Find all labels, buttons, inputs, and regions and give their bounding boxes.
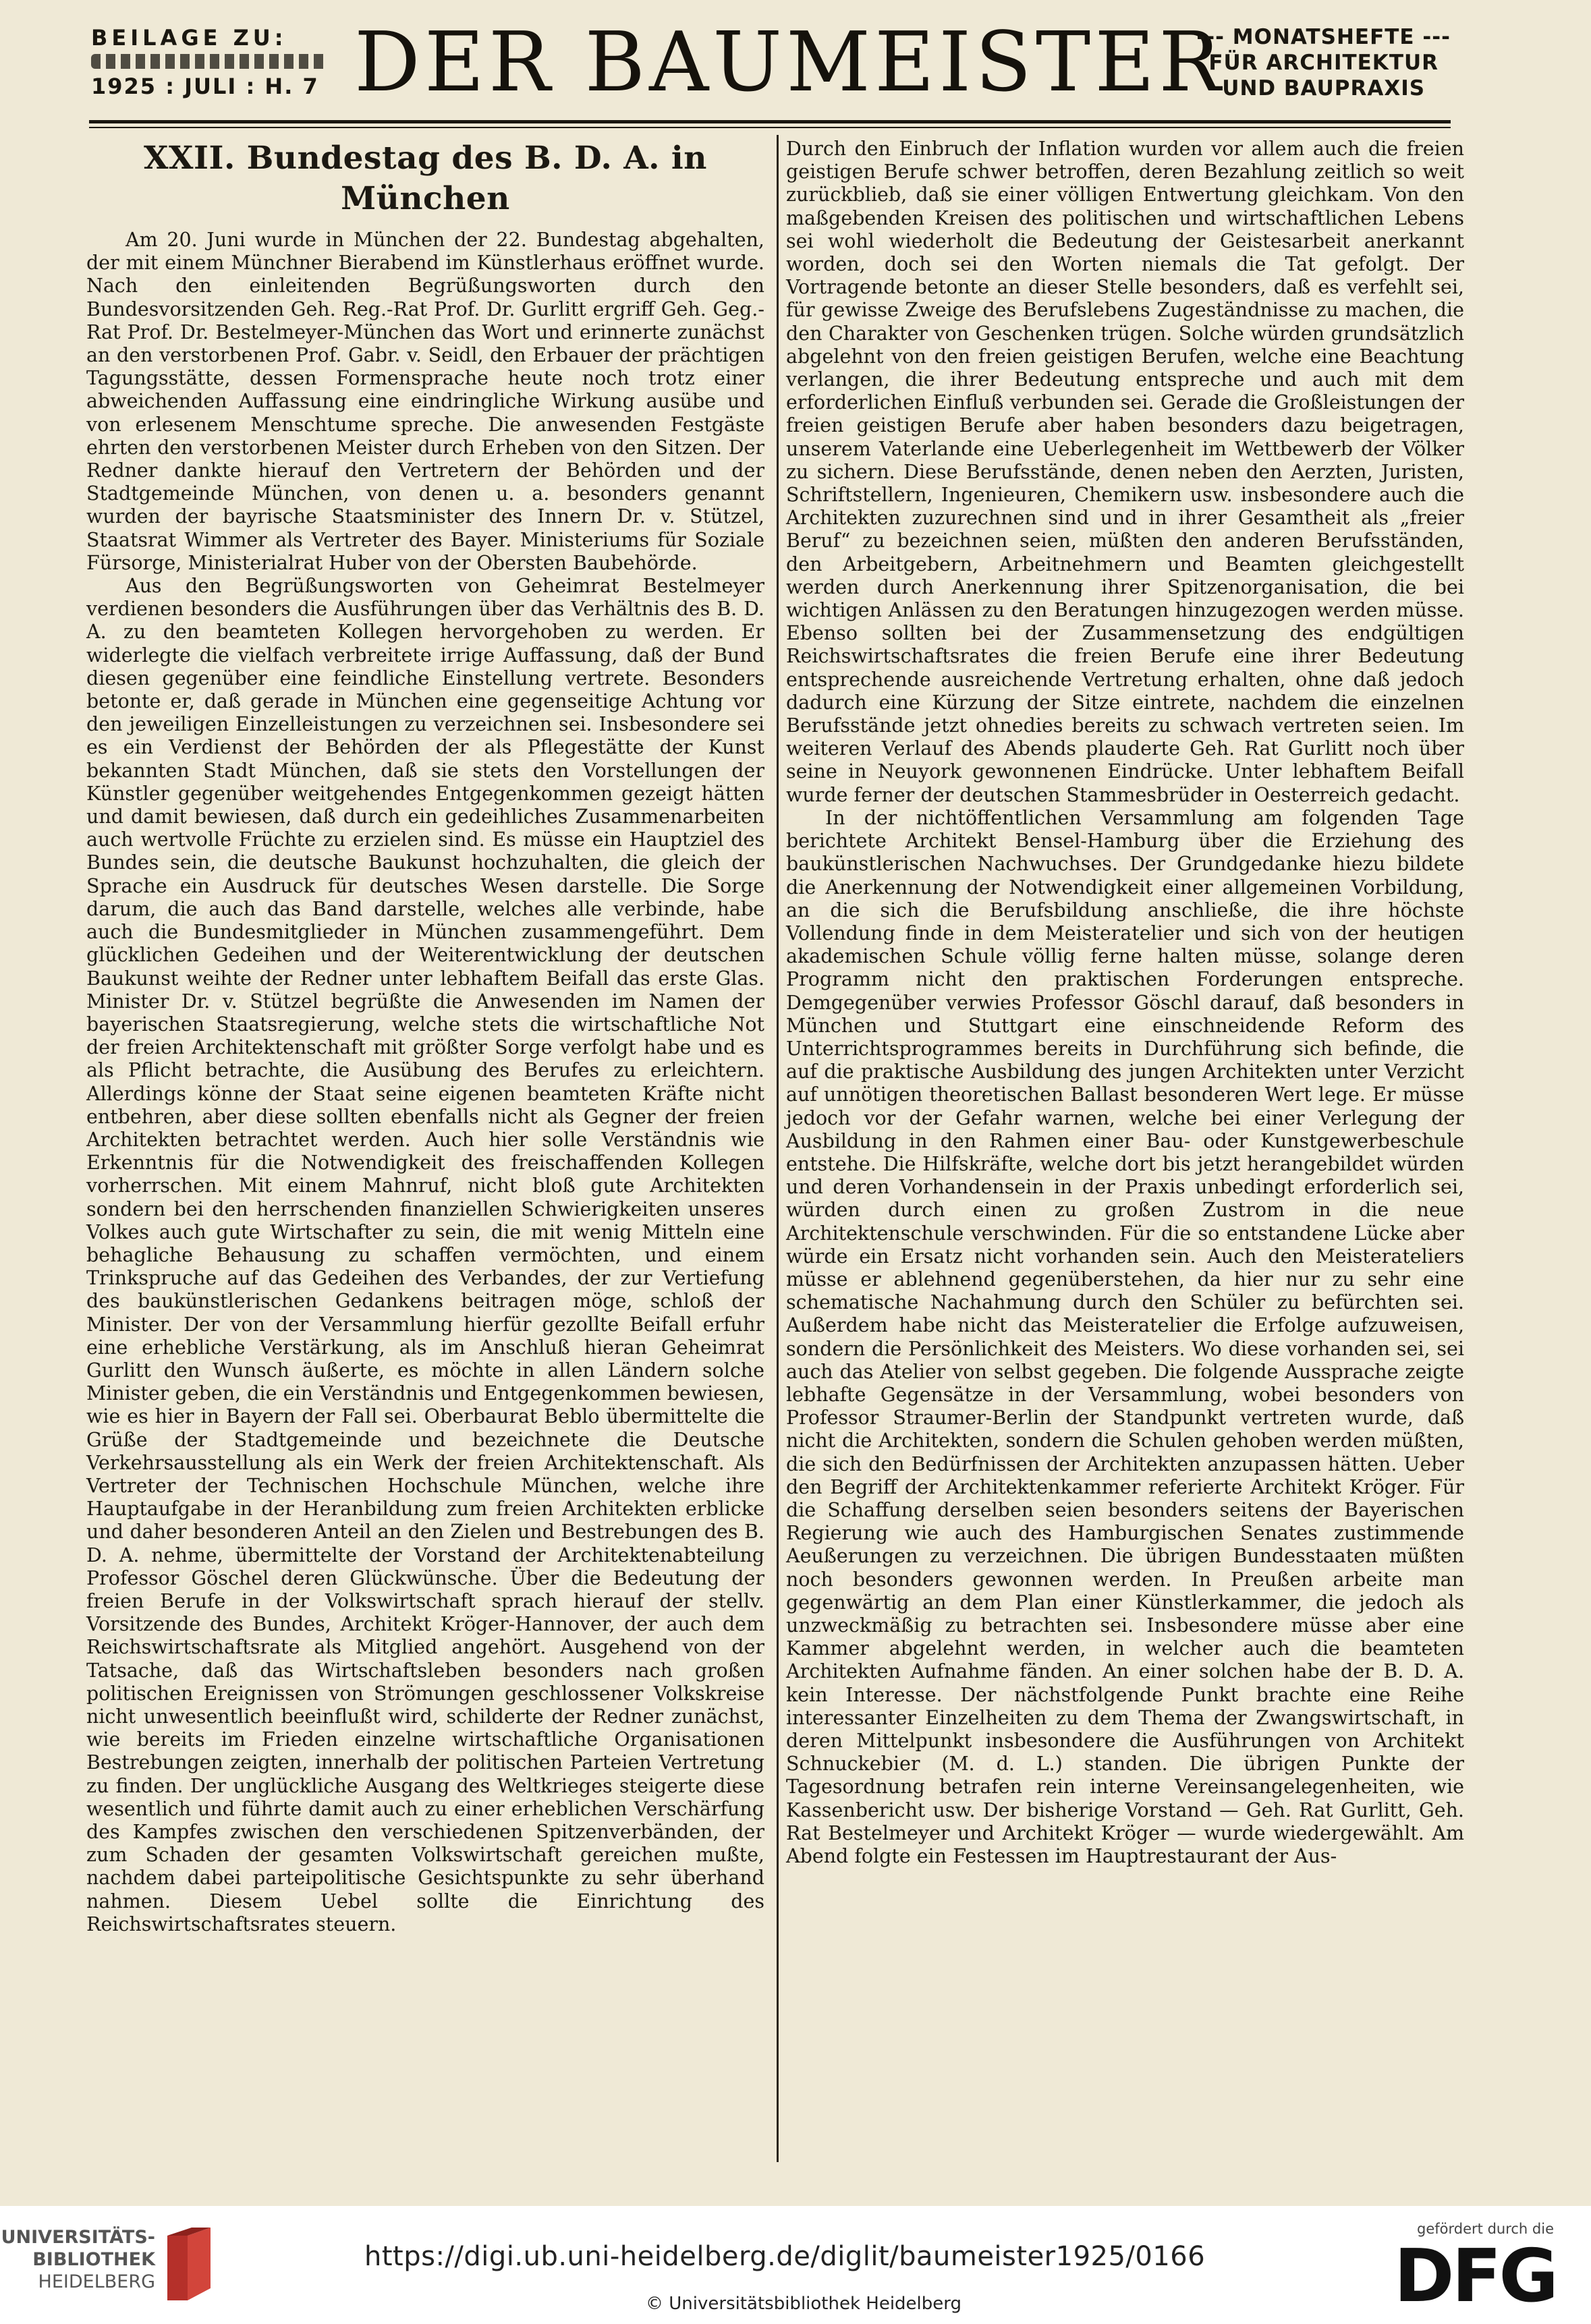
article-paragraph: Durch den Einbruch der Inflation wurden vor allem auch die freien geistigen Berufe schwer betroffen, deren Bezahlung zeitlich so weit zurückblieb, daß sie einer völligen Entwertung gleichkam. Von den maßgebenden Kreisen des politischen und wirtschaftlichen Lebens sei wohl wiederholt die Bedeutung der Geistesarbeit anerkannt worden, doch sei den Worten niemals die Tat gefolgt. Der Vortragende betonte an dieser Stelle besonders, daß es verfehlt sei, für gewisse Zweige des Berufslebens Zugeständnisse zu machen, die den Charakter von Geschenken trügen. Solche würden grundsätzlich abgelehnt von den freien geistigen Berufen, welche eine Beachtung verlangen, die ihrer Bedeutung entspreche und auch mit dem erforderlichen Einfluß verbunden sei. Gerade die Großleistungen der freien geistigen Berufe aber haben besonders dazu beigetragen, unserem Vaterlande eine Ueberlegenheit im Wettbewerb der Völker zu sichern. Diese Berufsstände, denen neben den Aerzten, Juristen, Schriftstellern, Ingenieuren, Chemikern usw. insbesondere auch die Architekten zuzurechnen sind und in ihrer Gesamtheit als „freier Beruf“ zu bezeichnen seien, müßten den anderen Berufsständen, den Arbeitgebern, Arbeitnehmern und Beamten gleichgestellt werden durch Anerkennung ihrer Spitzenorganisation, die bei wichtigen Anlässen zu den Beratungen hinzugezogen werden müsse. Ebenso sollten bei der Zusammensetzung des endgültigen Reichswirtschaftsrates die freien Berufe eine ihrer Bedeutung entsprechende ausreichende Vertretung erhalten, ohne daß jedoch dadurch eine Kürzung der Sitze eintrete, nachdem die einzelnen Berufsstände jetzt ohnedies bereits zu schwach vertreten seien. Im weiteren Verlauf des Abends plauderte Geh. Rat Gurlitt noch über seine in Neuyork gewonnenen Eindrücke. Unter lebhaftem Beifall wurde ferner der deutschen Stammesbrüder in Oesterreich gedacht. (786, 138, 1464, 806)
library-name-line2: BIBLIOTHEK (32, 2249, 155, 2270)
library-name-line1: UNIVERSITÄTS- (1, 2227, 155, 2248)
column-divider (777, 135, 779, 2162)
masthead-subtitle-line3: UND BAUPRAXIS (1222, 76, 1426, 101)
dfg-logo[interactable]: DFG (1393, 2234, 1556, 2319)
copyright-notice: © Universitätsbibliothek Heidelberg (646, 2294, 962, 2314)
masthead-rule-thick (89, 120, 1451, 123)
article-heading: XXII. Bundestag des B. D. A. in München (144, 140, 707, 217)
masthead-subtitle-line1: --- MONATSHEFTE --- (1196, 25, 1451, 49)
article-column-left (86, 138, 764, 1936)
article-paragraph: Am 20. Juni wurde in München der 22. Bundestag abgehalten, der mit einem Münchner Bierabend im Künstlerhaus eröffnet wurde. Nach den einleitenden Begrüßungsworten durch den Bundesvorsitzenden Geh. Reg.-Rat Prof. Dr. Gurlitt ergriff Geh. Geg.-Rat Prof. Dr. Bestelmeyer-München das Wort und erinnerte zunächst an den verstorbenen Prof. Gabr. v. Seidl, den Erbauer der prächtigen Tagungsstätte, dessen Formensprache heute noch trotz einer abweichenden Auffassung eine eindringliche Wirkung ausübe und von erlesenem Menschtume spreche. Die anwesenden Festgäste ehrten den verstorbenen Meister durch Erheben von den Sitzen. Der Redner dankte hierauf den Vertretern der Behörden und der Stadtgemeinde München, von denen u. a. besonders genannt wurden der bayrische Staatsminister des Innern Dr. v. Stützel, Staatsrat Wimmer als Vertreter des Bayer. Ministeriums für Soziale Fürsorge, Ministerialrat Huber von der Obersten Baubehörde. (86, 229, 764, 574)
permalink-url[interactable]: https://digi.ub.uni-heidelberg.de/diglit/baumeister1925/0166 (364, 2241, 1206, 2272)
masthead-title: DER BAUMEISTER (354, 14, 1225, 110)
article-paragraph: In der nichtöffentlichen Versammlung am folgenden Tage berichtete Architekt Bensel-Hamburg über die Erziehung des baukünstlerischen Nachwuchses. Der Grundgedanke hiezu bildete die Anerkennung der Notwendigkeit einer allgemeinen Vorbildung, an die sich die Berufsbildung anschließe, die ihre höchste Vollendung finde in dem Meisteratelier und sich von der heutigen akademischen Schule völlig ferne halten müsse, solange deren Programm nicht den praktischen Forderungen entspreche. Demgegenüber verwies Professor Göschl darauf, daß besonders in München und Stuttgart eine einschneidende Reform des Unterrichtsprogrammes bereits in Durchführung sich befinde, die auf die praktische Ausbildung des jungen Architekten unter Verzicht auf unnötigen theoretischen Ballast besonderen Wert lege. Er müsse jedoch vor der Gefahr warnen, welche bei einer Verlegung der Ausbildung in den Rahmen einer Bau- oder Kunstgewerbeschule entstehe. Die Hilfskräfte, welche dort bis jetzt herangebildet würden und deren Vorhandensein in der Praxis unbedingt erforderlich sei, würden durch einen zu großen Zustrom in die neue Architektenschule verschwinden. Für die so entstandene Lücke aber würde ein Ersatz nicht vorhanden sein. Auch den Meisterateliers müsse er ablehnend gegenüberstehen, da hier nur zu sehr eine schematische Nachahmung durch den Schüler zu befürchten sei. Außerdem habe nicht das Meisteratelier die Erfolge aufzuweisen, sondern die Persönlichkeit des Meisters. Wo diese vorhanden sei, sei auch das Atelier von selbst gegeben. Die folgende Aussprache zeigte lebhafte Gegensätze in der Versammlung, wobei besonders von Professor Straumer-Berlin der Standpunkt vertreten wurde, daß nicht die Architekten, sondern die Schulen gehoben werden müßten, die sich den Bedürfnissen der Architekten anzupassen hätten. Ueber den Begriff der Architektenkammer referierte Architekt Kröger. Für die Schaffung derselben seien besonders seitens der Bayerischen Regierung wie auch des Hamburgischen Senates zustimmende Aeußerungen zu verzeichnen. Die übrigen Bundesstaaten müßten noch besonders gewonnen werden. In Preußen arbeite man gegenwärtig an dem Plan einer Künstlerkammer, die jedoch als unzweckmäßig zu betrachten sei. Insbesondere müsse aber eine Kammer abgelehnt werden, in welcher auch die beamteten Architekten Aufnahme fänden. An einer solchen habe der B. D. A. kein Interesse. Der nächstfolgende Punkt brachte eine Reihe interessanter Einzelheiten zu dem Thema der Zwangswirtschaft, in deren Mittelpunkt insbesondere die Ausführungen von Architekt Schnuckebier (M. d. L.) standen. Die übrigen Punkte der Tagesordnung betrafen rein interne Vereinsangelegenheiten, wie Kassenbericht usw. Der bisherige Vorstand — Geh. Rat Gurlitt, Geh. Rat Bestelmeyer und Architekt Kröger — wurde wiedergewählt. Am Abend folgte ein Festessen im Hauptrestaurant der Aus- (786, 806, 1464, 1868)
funding-label: gefördert durch die (1417, 2221, 1554, 2237)
masthead-issue-date: 1925 : JULI : H. 7 (91, 74, 319, 99)
article-paragraph: Aus den Begrüßungsworten von Geheimrat Bestelmeyer verdienen besonders die Ausführungen über das Verhältnis des B. D. A. zu den beamteten Kollegen hervorgehoben zu werden. Er widerlegte die vielfach verbreitete irrige Auffassung, daß der Bund diesen gegenüber eine feindliche Einstellung vertrete. Besonders betonte er, daß gerade in München eine gegenseitige Achtung vor den jeweiligen Einzelleistungen zu verzeichnen sei. Insbesondere sei es ein Verdienst der Behörden der als Pflegestätte der Kunst bekannten Stadt München, daß sie stets den Vorstellungen der Künstler gegenüber weitgehendes Entgegenkommen gezeigt hätten und damit bewiesen, daß durch ein gedeihliches Zusammenarbeiten auch wertvolle Früchte zu erzielen sind. Es müsse ein Hauptziel des Bundes sein, die deutsche Baukunst hochzuhalten, die gleich der Sprache ein Ausdruck für deutsches Wesen darstelle. Die Sorge darum, die auch das Band darstelle, welches alle verbinde, habe auch die Bundesmitglieder in München zusammengeführt. Dem glücklichen Gedeihen und der Weiterentwicklung der deutschen Baukunst weihte der Redner unter lebhaftem Beifall das erste Glas. Minister Dr. v. Stützel begrüßte die Anwesenden im Namen der bayerischen Staatsregierung, welche stets die wirtschaftliche Not der freien Architektenschaft mit größter Sorge verfolgt habe und es als Pflicht betrachte, die Ausübung des Berufes zu erleichtern. Allerdings könne der Staat seine eigenen beamteten Kräfte nicht entbehren, aber diese sollten ebenfalls nicht als Gegner der freien Architekten betrachtet werden. Auch hier solle Verständnis wie Erkenntnis für die Notwendigkeit des freischaffenden Kollegen vorherrschen. Mit einem Mahnruf, nicht bloß gute Architekten sondern bei den herrschenden finanziellen Schwierigkeiten unseres Volkes auch gute Wirtschafter zu sein, die mit wenig Mitteln eine behagliche Behausung zu schaffen vermöchten, und einem Trinkspruche auf das Gedeihen des Verbandes, der zur Vertiefung des baukünstlerischen Gedankens beitragen möge, schloß der Minister. Der von der Versammlung hierfür gezollte Beifall erfuhr eine erhebliche Verstärkung, als im Anschluß hieran Geheimrat Gurlitt den Wunsch äußerte, es möchte in allen Ländern solche Minister geben, die ein Verständnis und Entgegenkommen bewiesen, wie es hier in Bayern der Fall sei. Oberbaurat Beblo übermittelte die Grüße der Stadtgemeinde und bezeichnete die Deutsche Verkehrsausstellung als ein Werk der freien Architektenschaft. Als Vertreter der Technischen Hochschule München, welche ihre Hauptaufgabe in der Heranbildung zum freien Architekten erblicke und daher besonderen Anteil an den Zielen und Bestrebungen des B. D. A. nehme, übermittelte der Vorstand der Architektenabteilung Professor Göschel deren Glückwünsche. Über die Bedeutung der freien Berufe in der Volkswirtschaft sprach hierauf der stellv. Vorsitzende des Bundes, Architekt Kröger-Hannover, der auch dem Reichswirtschaftsrate als Mitglied angehört. Ausgehend von der Tatsache, daß das Wirtschaftsleben besonders nach großen politischen Ereignissen von Strömungen geschlossener Volkskreise nicht unwesentlich beeinflußt wird, schilderte der Redner zunächst, wie bereits im Frieden einzelne wirtschaftliche Organisationen Bestrebungen zeigten, innerhalb der politischen Parteien Vertretung zu finden. Der unglückliche Ausgang des Weltkrieges steigerte diese wesentlich und führte damit auch zu einer erheblichen Verschärfung des Kampfes zwischen den verschiedenen Spitzenverbänden, der zum Schaden der gesamten Volkswirtschaft gereichen mußte, nachdem dabei parteipolitische Gesichtspunkte zu sehr überhand nahmen. Diesem Uebel sollte die Einrichtung des Reichswirtschaftsrates steuern. (86, 575, 764, 1935)
ornament-divider (91, 54, 327, 69)
masthead-subtitle-line2: FÜR ARCHITEKTUR (1208, 51, 1439, 75)
viewer-footer (0, 2206, 1591, 2324)
library-name-line3: HEIDELBERG (38, 2271, 155, 2292)
article-column-right (786, 138, 1464, 1868)
masthead-supplement-label: BEILAGE ZU: (91, 25, 287, 51)
masthead-issue-info (91, 24, 327, 100)
masthead-subtitle (1196, 24, 1451, 101)
masthead-rule-thin (89, 127, 1451, 128)
library-name[interactable] (0, 2226, 155, 2293)
library-logo-icon[interactable] (165, 2226, 213, 2304)
